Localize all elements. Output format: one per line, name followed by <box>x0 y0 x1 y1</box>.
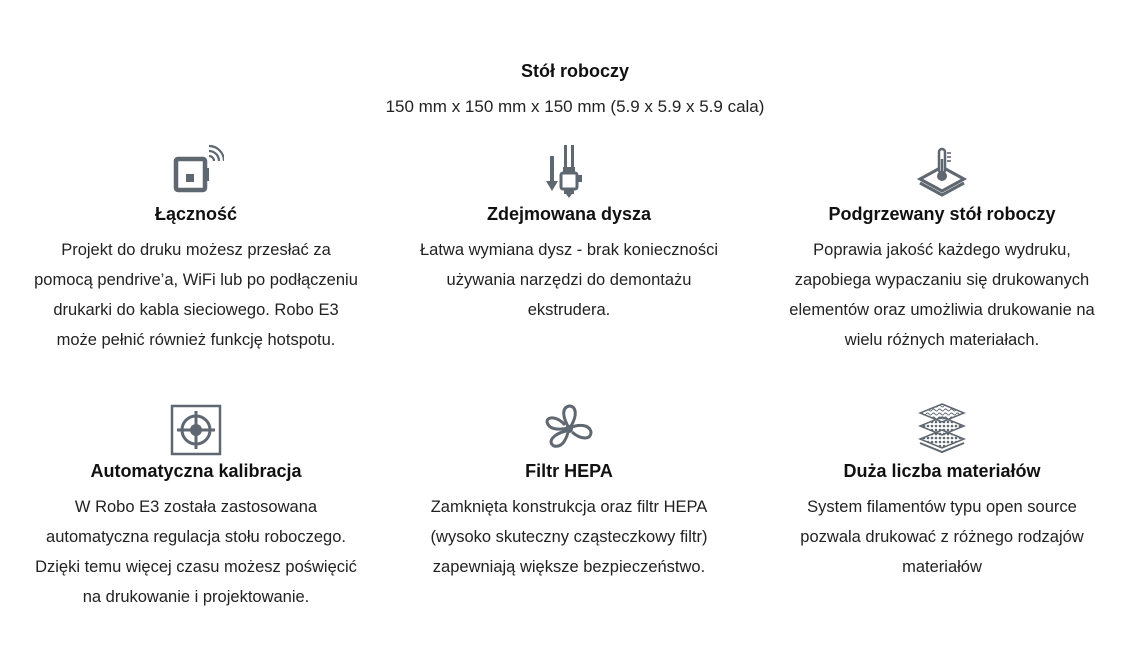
build-volume-spec: 150 mm x 150 mm x 150 mm (5.9 x 5.9 x 5.9 cala) <box>385 97 765 116</box>
section-title: Stół roboczy <box>520 61 629 81</box>
feature-many-materials <box>756 400 1128 582</box>
description-line: drukarki do kabla sieciowego. Robo E3 <box>53 301 339 319</box>
description-line: automatyczna regulacja stołu roboczego. <box>46 528 346 546</box>
feature-description <box>756 492 1128 582</box>
wifi-box-icon <box>168 143 224 199</box>
material-layers-icon <box>914 400 970 456</box>
description-line: System filamentów typu open source <box>807 498 1077 516</box>
description-line: materiałów <box>902 558 982 576</box>
feature-connectivity <box>10 143 382 355</box>
feature-auto-calibration <box>10 400 382 612</box>
feature-title: Filtr HEPA <box>525 461 613 481</box>
description-line: Projekt do druku możesz przesłać za <box>61 241 331 259</box>
description-line: pozwala drukować z różnego rodzajów <box>800 528 1084 546</box>
feature-title: Zdejmowana dysza <box>486 204 652 224</box>
description-line: na drukowanie i projektowanie. <box>82 588 310 606</box>
feature-hepa-filter <box>383 400 755 582</box>
description-line: Zamknięta konstrukcja oraz filtr HEPA <box>430 498 708 516</box>
description-line: W Robo E3 została zastosowana <box>74 498 318 516</box>
feature-description <box>10 492 382 612</box>
feature-title: Duża liczba materiałów <box>843 461 1041 481</box>
description-line: Poprawia jakość każdego wydruku, <box>813 241 1071 259</box>
description-line: zapewniają większe bezpieczeństwo. <box>432 558 706 576</box>
feature-title: Automatyczna kalibracja <box>90 461 302 481</box>
description-line: pomocą pendrive’a, WiFi lub po podłączeniu <box>34 271 358 289</box>
feature-description <box>383 492 755 582</box>
description-line: (wysoko skuteczny cząsteczkowy filtr) <box>430 528 708 546</box>
description-line: wielu różnych materiałach. <box>844 331 1040 349</box>
feature-title: Podgrzewany stół roboczy <box>828 204 1056 224</box>
feature-description <box>756 235 1128 355</box>
feature-title: Łączność <box>154 204 238 224</box>
feature-heated-bed <box>756 143 1128 355</box>
description-line: używania narzędzi do demontażu <box>446 271 692 289</box>
feature-description <box>383 235 755 325</box>
feature-description <box>10 235 382 355</box>
build-volume-section <box>0 58 1146 119</box>
description-line: Łatwa wymiana dysz - brak konieczności <box>419 241 719 259</box>
description-line: może pełnić również funkcję hotspotu. <box>56 331 336 349</box>
description-line: zapobiega wypaczaniu się drukowanych <box>794 271 1090 289</box>
fan-icon <box>541 400 597 456</box>
target-icon <box>168 400 224 456</box>
feature-removable-nozzle <box>383 143 755 325</box>
heated-bed-icon <box>914 143 970 199</box>
description-line: ekstrudera. <box>527 301 611 319</box>
description-line: elementów oraz umożliwia drukowanie na <box>789 301 1095 319</box>
description-line: Dzięki temu więcej czasu możesz poświęcić <box>35 558 357 576</box>
nozzle-icon <box>541 143 597 199</box>
